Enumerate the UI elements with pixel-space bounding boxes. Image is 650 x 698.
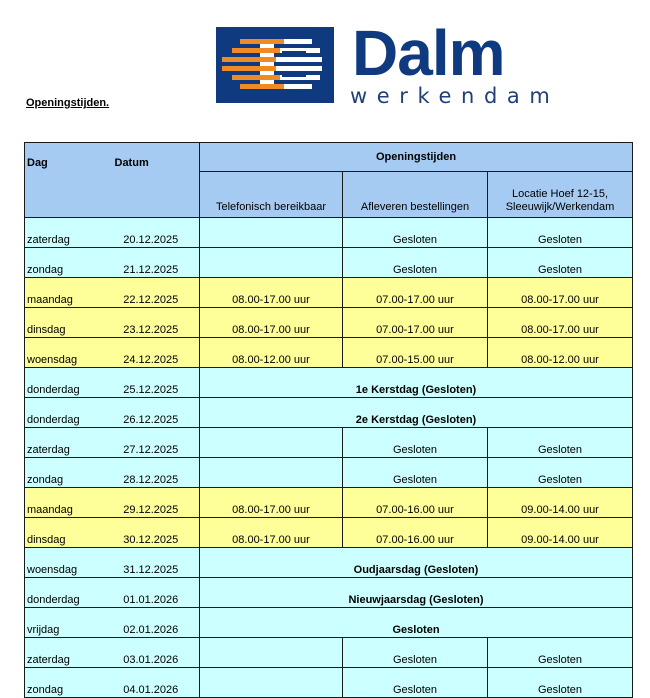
header-dag: Dag	[25, 143, 113, 218]
row-telefonisch: 08.00-17.00 uur	[200, 278, 343, 308]
table-row	[25, 248, 633, 278]
table-row	[25, 488, 633, 518]
header-afleveren: Afleveren bestellingen	[343, 172, 488, 218]
row-day: zaterdag	[25, 638, 113, 668]
table-row	[25, 458, 633, 488]
row-afleveren: Gesloten	[343, 458, 488, 488]
logo-d-mark-icon	[216, 27, 334, 103]
row-telefonisch	[200, 638, 343, 668]
row-date: 30.12.2025	[113, 518, 200, 548]
row-afleveren: 07.00-17.00 uur	[343, 278, 488, 308]
row-date: 27.12.2025	[113, 428, 200, 458]
row-date: 03.01.2026	[113, 638, 200, 668]
row-locatie: Gesloten	[488, 638, 633, 668]
table-row	[25, 548, 633, 578]
row-day: donderdag	[25, 368, 113, 398]
row-date: 01.01.2026	[113, 578, 200, 608]
row-day: vrijdag	[25, 608, 113, 638]
row-day: zaterdag	[25, 218, 113, 248]
row-day: woensdag	[25, 548, 113, 578]
row-locatie: 08.00-12.00 uur	[488, 338, 633, 368]
table-row	[25, 278, 633, 308]
row-afleveren: 07.00-17.00 uur	[343, 308, 488, 338]
row-telefonisch: 08.00-17.00 uur	[200, 518, 343, 548]
row-locatie: 08.00-17.00 uur	[488, 308, 633, 338]
row-telefonisch: 08.00-17.00 uur	[200, 308, 343, 338]
row-date: 29.12.2025	[113, 488, 200, 518]
table-row	[25, 608, 633, 638]
row-day: zondag	[25, 458, 113, 488]
row-day: dinsdag	[25, 308, 113, 338]
table-row	[25, 518, 633, 548]
row-day: donderdag	[25, 398, 113, 428]
row-date: 24.12.2025	[113, 338, 200, 368]
table-row	[25, 638, 633, 668]
header-telefonisch: Telefonisch bereikbaar	[200, 172, 343, 218]
row-day: zondag	[25, 248, 113, 278]
row-date: 02.01.2026	[113, 608, 200, 638]
row-telefonisch: 08.00-17.00 uur	[200, 488, 343, 518]
row-day: zondag	[25, 668, 113, 698]
row-locatie: 09.00-14.00 uur	[488, 518, 633, 548]
row-locatie: 08.00-17.00 uur	[488, 278, 633, 308]
row-date: 26.12.2025	[113, 398, 200, 428]
row-locatie: 09.00-14.00 uur	[488, 488, 633, 518]
header-openingstijden: Openingstijden	[200, 143, 633, 172]
table-row	[25, 218, 633, 248]
row-date: 20.12.2025	[113, 218, 200, 248]
row-telefonisch: 08.00-12.00 uur	[200, 338, 343, 368]
row-telefonisch	[200, 248, 343, 278]
row-afleveren: Gesloten	[343, 638, 488, 668]
row-locatie: Gesloten	[488, 428, 633, 458]
row-date: 28.12.2025	[113, 458, 200, 488]
logo-emblem	[216, 27, 334, 103]
row-locatie: Gesloten	[488, 248, 633, 278]
row-closed-note: 2e Kerstdag (Gesloten)	[200, 398, 633, 428]
table-row	[25, 398, 633, 428]
logo-brand-text: Dalm	[352, 17, 505, 89]
row-telefonisch	[200, 428, 343, 458]
row-closed-note: Oudjaarsdag (Gesloten)	[200, 548, 633, 578]
row-locatie: Gesloten	[488, 218, 633, 248]
opening-hours-table	[24, 142, 633, 698]
row-locatie: Gesloten	[488, 668, 633, 698]
row-closed-note: Gesloten	[200, 608, 633, 638]
row-day: maandag	[25, 488, 113, 518]
row-date: 21.12.2025	[113, 248, 200, 278]
row-date: 22.12.2025	[113, 278, 200, 308]
row-afleveren: Gesloten	[343, 428, 488, 458]
table-row	[25, 308, 633, 338]
row-date: 31.12.2025	[113, 548, 200, 578]
row-day: dinsdag	[25, 518, 113, 548]
row-date: 23.12.2025	[113, 308, 200, 338]
row-afleveren: Gesloten	[343, 218, 488, 248]
table-row	[25, 578, 633, 608]
row-locatie: Gesloten	[488, 458, 633, 488]
logo-sub-text: werkendam	[350, 84, 560, 108]
row-closed-note: Nieuwjaarsdag (Gesloten)	[200, 578, 633, 608]
row-afleveren: Gesloten	[343, 248, 488, 278]
table-row	[25, 338, 633, 368]
table-row	[25, 428, 633, 458]
header-datum: Datum	[113, 143, 200, 218]
table-row	[25, 368, 633, 398]
row-date: 04.01.2026	[113, 668, 200, 698]
table-row	[25, 668, 633, 698]
row-day: zaterdag	[25, 428, 113, 458]
header-locatie: Locatie Hoef 12-15, Sleeuwijk/Werkendam	[488, 172, 633, 218]
row-afleveren: 07.00-16.00 uur	[343, 518, 488, 548]
dalm-logo	[216, 17, 588, 108]
page-title: Openingstijden.	[26, 97, 110, 109]
row-day: maandag	[25, 278, 113, 308]
row-day: donderdag	[25, 578, 113, 608]
row-closed-note: 1e Kerstdag (Gesloten)	[200, 368, 633, 398]
row-telefonisch	[200, 458, 343, 488]
row-telefonisch	[200, 218, 343, 248]
row-afleveren: Gesloten	[343, 668, 488, 698]
row-telefonisch	[200, 668, 343, 698]
row-afleveren: 07.00-15.00 uur	[343, 338, 488, 368]
row-date: 25.12.2025	[113, 368, 200, 398]
row-afleveren: 07.00-16.00 uur	[343, 488, 488, 518]
row-day: woensdag	[25, 338, 113, 368]
